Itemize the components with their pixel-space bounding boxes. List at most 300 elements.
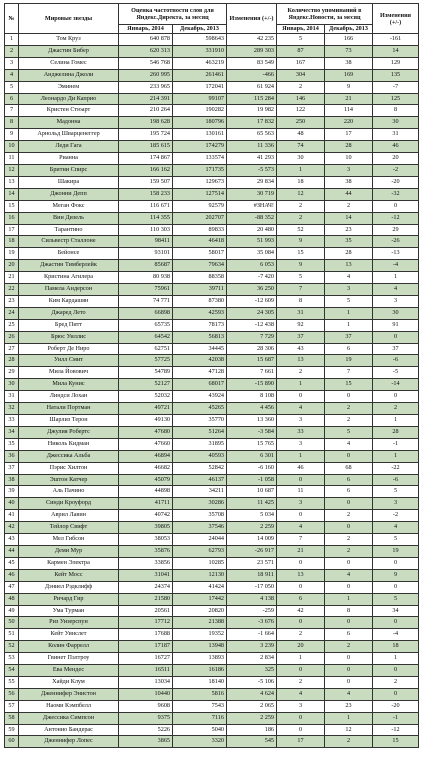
direct-dec-2013-cell: 35708 [173, 510, 227, 522]
direct-change-cell: 15 687 [227, 355, 277, 367]
news-jan-2014-cell: 13 [277, 355, 325, 367]
row-number-cell: 16 [5, 212, 19, 224]
table-row [5, 498, 419, 510]
celebrity-name-cell: Тейлор Свифт [19, 522, 119, 534]
news-change-cell: 135 [373, 69, 419, 81]
row-number-cell: 56 [5, 688, 19, 700]
direct-jan-2014-cell: 116 671 [119, 200, 173, 212]
news-change-cell: -5 [373, 367, 419, 379]
table-row [5, 724, 419, 736]
news-change-cell: 0 [373, 617, 419, 629]
table-row [5, 379, 419, 391]
news-change-cell: 30 [373, 307, 419, 319]
direct-jan-2014-cell: 166 162 [119, 164, 173, 176]
row-number-cell: 6 [5, 93, 19, 105]
news-dec-2013-cell: 2 [325, 641, 373, 653]
row-number-cell: 28 [5, 355, 19, 367]
row-number-cell: 42 [5, 522, 19, 534]
news-jan-2014-cell: 167 [277, 57, 325, 69]
news-jan-2014-cell: 0 [277, 724, 325, 736]
news-dec-2013-cell: 23 [325, 224, 373, 236]
news-jan-2014-cell: 48 [277, 129, 325, 141]
news-dec-2013-cell: 38 [325, 57, 373, 69]
news-change-cell: 9 [373, 569, 419, 581]
celebrity-name-cell: Уилл Смит [19, 355, 119, 367]
row-number-cell: 41 [5, 510, 19, 522]
direct-jan-2014-cell: 9375 [119, 712, 173, 724]
news-dec-2013-cell: 2 [325, 534, 373, 546]
news-change-cell: -22 [373, 462, 419, 474]
celebrity-name-cell: Аль Пачино [19, 486, 119, 498]
celebrity-name-cell: Синди Кроуфорд [19, 498, 119, 510]
row-number-cell: 52 [5, 641, 19, 653]
direct-jan-2014-cell: 16727 [119, 653, 173, 665]
table-row [5, 343, 419, 355]
direct-change-cell: 289 303 [227, 45, 277, 57]
direct-change-cell: 4 456 [227, 403, 277, 415]
celebrity-name-cell: Риз Уизерспун [19, 617, 119, 629]
celebrity-name-cell: Ума Турман [19, 605, 119, 617]
direct-dec-2013-cell: 133574 [173, 153, 227, 165]
direct-jan-2014-cell: 9608 [119, 700, 173, 712]
table-row [5, 545, 419, 557]
news-jan-2014-cell: 31 [277, 307, 325, 319]
table-row [5, 260, 419, 272]
direct-jan-2014-cell: 40742 [119, 510, 173, 522]
col-header-change-1: Изменения (+/-) [227, 4, 277, 34]
direct-change-cell: 2 259 [227, 522, 277, 534]
direct-change-cell: 2 259 [227, 712, 277, 724]
direct-dec-2013-cell: 202707 [173, 212, 227, 224]
direct-change-cell: 7 729 [227, 331, 277, 343]
direct-dec-2013-cell: 34445 [173, 343, 227, 355]
direct-jan-2014-cell: 80 938 [119, 272, 173, 284]
news-change-cell: 37 [373, 343, 419, 355]
direct-jan-2014-cell: 17712 [119, 617, 173, 629]
direct-dec-2013-cell: 172041 [173, 81, 227, 93]
table-row [5, 641, 419, 653]
direct-dec-2013-cell: 88358 [173, 272, 227, 284]
news-dec-2013-cell: 0 [325, 391, 373, 403]
direct-dec-2013-cell: 39711 [173, 284, 227, 296]
news-jan-2014-cell: 0 [277, 665, 325, 677]
direct-change-cell: 36 250 [227, 284, 277, 296]
news-jan-2014-cell: 33 [277, 426, 325, 438]
celebrity-name-cell: Мел Гибсон [19, 534, 119, 546]
direct-jan-2014-cell: 16511 [119, 665, 173, 677]
news-change-cell: -1 [373, 438, 419, 450]
news-dec-2013-cell: 2 [325, 545, 373, 557]
news-jan-2014-cell: 52 [277, 224, 325, 236]
news-change-cell: 15 [373, 736, 419, 748]
news-dec-2013-cell: 2 [325, 415, 373, 427]
table-row [5, 319, 419, 331]
direct-jan-2014-cell: 620 313 [119, 45, 173, 57]
direct-change-cell: 65 563 [227, 129, 277, 141]
direct-dec-2013-cell: 42038 [173, 355, 227, 367]
direct-change-cell: 2 065 [227, 700, 277, 712]
celebrity-stats-table [4, 3, 419, 748]
direct-dec-2013-cell: 46137 [173, 474, 227, 486]
news-jan-2014-cell: 1 [277, 379, 325, 391]
news-change-cell: -161 [373, 34, 419, 46]
table-row [5, 617, 419, 629]
direct-dec-2013-cell: 130161 [173, 129, 227, 141]
row-number-cell: 19 [5, 248, 19, 260]
table-row [5, 403, 419, 415]
celebrity-name-cell: Ева Мендес [19, 665, 119, 677]
news-dec-2013-cell: 68 [325, 462, 373, 474]
news-dec-2013-cell: 1 [325, 712, 373, 724]
direct-dec-2013-cell: 40593 [173, 450, 227, 462]
news-jan-2014-cell: 2 [277, 367, 325, 379]
table-row [5, 272, 419, 284]
news-dec-2013-cell: 8 [325, 605, 373, 617]
direct-change-cell: 17 832 [227, 117, 277, 129]
table-row [5, 188, 419, 200]
direct-jan-2014-cell: 21580 [119, 593, 173, 605]
direct-jan-2014-cell: 185 615 [119, 141, 173, 153]
direct-change-cell: -12 438 [227, 319, 277, 331]
direct-jan-2014-cell: 233 965 [119, 81, 173, 93]
table-row [5, 462, 419, 474]
celebrity-name-cell: Сильвестр Сталлоне [19, 236, 119, 248]
news-jan-2014-cell: 0 [277, 510, 325, 522]
direct-dec-2013-cell: 43924 [173, 391, 227, 403]
news-jan-2014-cell: 2 [277, 212, 325, 224]
direct-dec-2013-cell: 79634 [173, 260, 227, 272]
table-row [5, 93, 419, 105]
celebrity-name-cell: Арнольд Шварценеггер [19, 129, 119, 141]
celebrity-name-cell: Джулия Робертс [19, 426, 119, 438]
news-change-cell: 5 [373, 593, 419, 605]
row-number-cell: 24 [5, 307, 19, 319]
direct-jan-2014-cell: 66898 [119, 307, 173, 319]
table-row [5, 45, 419, 57]
table-row [5, 236, 419, 248]
celebrity-name-cell: Рианна [19, 153, 119, 165]
direct-jan-2014-cell: 38053 [119, 534, 173, 546]
table-row [5, 593, 419, 605]
celebrity-name-cell: Мадонна [19, 117, 119, 129]
row-number-cell: 8 [5, 117, 19, 129]
table-row [5, 367, 419, 379]
direct-dec-2013-cell: 331910 [173, 45, 227, 57]
news-change-cell: 0 [373, 581, 419, 593]
celebrity-name-cell: Хайди Клум [19, 676, 119, 688]
table-row [5, 224, 419, 236]
news-jan-2014-cell: 0 [277, 617, 325, 629]
row-number-cell: 17 [5, 224, 19, 236]
direct-dec-2013-cell: 171735 [173, 164, 227, 176]
news-dec-2013-cell: 44 [325, 188, 373, 200]
row-number-cell: 46 [5, 569, 19, 581]
news-dec-2013-cell: 14 [325, 212, 373, 224]
row-number-cell: 29 [5, 367, 19, 379]
news-change-cell: -6 [373, 474, 419, 486]
direct-jan-2014-cell: 41711 [119, 498, 173, 510]
direct-dec-2013-cell: 129673 [173, 176, 227, 188]
direct-change-cell: 41 293 [227, 153, 277, 165]
direct-jan-2014-cell: 159 507 [119, 176, 173, 188]
row-number-cell: 10 [5, 141, 19, 153]
row-number-cell: 18 [5, 236, 19, 248]
direct-change-cell: #ЗНАЧ! [227, 200, 277, 212]
news-change-cell: 125 [373, 93, 419, 105]
direct-change-cell: -15 890 [227, 379, 277, 391]
row-number-cell: 48 [5, 593, 19, 605]
direct-jan-2014-cell: 195 724 [119, 129, 173, 141]
direct-dec-2013-cell: 58017 [173, 248, 227, 260]
news-change-cell: -14 [373, 379, 419, 391]
direct-dec-2013-cell: 127514 [173, 188, 227, 200]
news-change-cell: 1 [373, 450, 419, 462]
direct-jan-2014-cell: 44898 [119, 486, 173, 498]
direct-change-cell: 30 719 [227, 188, 277, 200]
direct-change-cell: -1 664 [227, 629, 277, 641]
direct-dec-2013-cell: 35770 [173, 415, 227, 427]
news-jan-2014-cell: 21 [277, 545, 325, 557]
news-jan-2014-cell: 37 [277, 331, 325, 343]
news-change-cell: 3 [373, 498, 419, 510]
news-jan-2014-cell: 2 [277, 629, 325, 641]
table-row [5, 486, 419, 498]
row-number-cell: 45 [5, 557, 19, 569]
direct-change-cell: 11 425 [227, 498, 277, 510]
celebrity-name-cell: Ким Кардашян [19, 295, 119, 307]
direct-jan-2014-cell: 49130 [119, 415, 173, 427]
direct-dec-2013-cell: 261461 [173, 69, 227, 81]
direct-jan-2014-cell: 75961 [119, 284, 173, 296]
table-row [5, 736, 419, 748]
news-dec-2013-cell: 10 [325, 153, 373, 165]
direct-change-cell: 15 765 [227, 438, 277, 450]
col-header-yandex-news: Количество упоминаний в Яндекс.Новости, за месяц [277, 4, 373, 25]
direct-dec-2013-cell: 21388 [173, 617, 227, 629]
news-dec-2013-cell: 0 [325, 617, 373, 629]
direct-change-cell: -26 917 [227, 545, 277, 557]
direct-change-cell: -3 676 [227, 617, 277, 629]
row-number-cell: 20 [5, 260, 19, 272]
direct-change-cell: 545 [227, 736, 277, 748]
col-header-change-2: Изменения (+/-) [373, 4, 419, 34]
news-dec-2013-cell: 220 [325, 117, 373, 129]
news-jan-2014-cell: 0 [277, 712, 325, 724]
news-change-cell: 46 [373, 141, 419, 153]
col-header-name: Мировые звезды [19, 4, 119, 34]
direct-dec-2013-cell: 45265 [173, 403, 227, 415]
news-dec-2013-cell: 23 [325, 700, 373, 712]
news-dec-2013-cell: 7 [325, 367, 373, 379]
news-change-cell: 8 [373, 105, 419, 117]
row-number-cell: 53 [5, 653, 19, 665]
celebrity-name-cell: Эминем [19, 81, 119, 93]
row-number-cell: 1 [5, 34, 19, 46]
direct-change-cell: 5 034 [227, 510, 277, 522]
table-row [5, 605, 419, 617]
news-jan-2014-cell: 17 [277, 736, 325, 748]
news-dec-2013-cell: 3 [325, 164, 373, 176]
news-jan-2014-cell: 3 [277, 415, 325, 427]
direct-change-cell: 186 [227, 724, 277, 736]
direct-change-cell: 10 687 [227, 486, 277, 498]
direct-dec-2013-cell: 31895 [173, 438, 227, 450]
table-row [5, 164, 419, 176]
news-jan-2014-cell: 8 [277, 295, 325, 307]
news-dec-2013-cell: 6 [325, 486, 373, 498]
row-number-cell: 34 [5, 426, 19, 438]
news-jan-2014-cell: 87 [277, 45, 325, 57]
direct-change-cell: 42 235 [227, 34, 277, 46]
news-change-cell: -2 [373, 510, 419, 522]
direct-change-cell: 11 336 [227, 141, 277, 153]
row-number-cell: 5 [5, 81, 19, 93]
direct-jan-2014-cell: 46682 [119, 462, 173, 474]
news-dec-2013-cell: 0 [325, 676, 373, 688]
direct-change-cell: -466 [227, 69, 277, 81]
news-change-cell: 1 [373, 415, 419, 427]
direct-change-cell: -1 058 [227, 474, 277, 486]
table-row [5, 295, 419, 307]
direct-jan-2014-cell: 62751 [119, 343, 173, 355]
news-dec-2013-cell: 37 [325, 331, 373, 343]
direct-jan-2014-cell: 198 628 [119, 117, 173, 129]
direct-change-cell: 23 571 [227, 557, 277, 569]
news-jan-2014-cell: 0 [277, 474, 325, 486]
celebrity-name-cell: Дженнифер Энистон [19, 688, 119, 700]
table-row [5, 331, 419, 343]
news-dec-2013-cell: 2 [325, 403, 373, 415]
news-dec-2013-cell: 1 [325, 593, 373, 605]
celebrity-name-cell: Роберт Де Ниро [19, 343, 119, 355]
news-dec-2013-cell: 5 [325, 295, 373, 307]
direct-jan-2014-cell: 174 867 [119, 153, 173, 165]
direct-change-cell: 8 108 [227, 391, 277, 403]
direct-dec-2013-cell: 17442 [173, 593, 227, 605]
row-number-cell: 15 [5, 200, 19, 212]
news-change-cell: -12 [373, 212, 419, 224]
news-dec-2013-cell: 21 [325, 93, 373, 105]
table-row [5, 450, 419, 462]
direct-jan-2014-cell: 65735 [119, 319, 173, 331]
celebrity-name-cell: Мила Кунис [19, 379, 119, 391]
direct-dec-2013-cell: 13893 [173, 653, 227, 665]
news-change-cell: -32 [373, 188, 419, 200]
news-jan-2014-cell: 2 [277, 81, 325, 93]
news-jan-2014-cell: 11 [277, 486, 325, 498]
news-dec-2013-cell: 2 [325, 510, 373, 522]
celebrity-name-cell: Ричард Гир [19, 593, 119, 605]
direct-jan-2014-cell: 210 264 [119, 105, 173, 117]
direct-dec-2013-cell: 10285 [173, 557, 227, 569]
row-number-cell: 21 [5, 272, 19, 284]
news-jan-2014-cell: 9 [277, 260, 325, 272]
row-number-cell: 50 [5, 617, 19, 629]
news-dec-2013-cell: 38 [325, 176, 373, 188]
table-row [5, 700, 419, 712]
direct-change-cell: 115 284 [227, 93, 277, 105]
direct-dec-2013-cell: 92579 [173, 200, 227, 212]
direct-jan-2014-cell: 49721 [119, 403, 173, 415]
row-number-cell: 57 [5, 700, 19, 712]
news-jan-2014-cell: 6 [277, 593, 325, 605]
celebrity-name-cell: Бритни Спирс [19, 164, 119, 176]
news-change-cell: 5 [373, 534, 419, 546]
direct-change-cell: 29 834 [227, 176, 277, 188]
table-row [5, 129, 419, 141]
celebrity-name-cell: Памела Андерсон [19, 284, 119, 296]
table-row [5, 581, 419, 593]
celebrity-name-cell: Кейт Мосс [19, 569, 119, 581]
direct-jan-2014-cell: 20561 [119, 605, 173, 617]
news-change-cell: -2 [373, 164, 419, 176]
direct-change-cell: -5 573 [227, 164, 277, 176]
news-dec-2013-cell: 35 [325, 236, 373, 248]
news-jan-2014-cell: 122 [277, 105, 325, 117]
direct-jan-2014-cell: 54789 [119, 367, 173, 379]
row-number-cell: 27 [5, 343, 19, 355]
direct-change-cell: 20 480 [227, 224, 277, 236]
direct-change-cell: 61 924 [227, 81, 277, 93]
direct-jan-2014-cell: 47680 [119, 426, 173, 438]
row-number-cell: 9 [5, 129, 19, 141]
news-jan-2014-cell: 18 [277, 176, 325, 188]
direct-jan-2014-cell: 46894 [119, 450, 173, 462]
direct-change-cell: 7 661 [227, 367, 277, 379]
news-change-cell: 5 [373, 486, 419, 498]
news-dec-2013-cell: 4 [325, 688, 373, 700]
news-dec-2013-cell: 13 [325, 260, 373, 272]
row-number-cell: 55 [5, 676, 19, 688]
row-number-cell: 13 [5, 176, 19, 188]
direct-jan-2014-cell: 640 878 [119, 34, 173, 46]
news-dec-2013-cell: 5 [325, 426, 373, 438]
table-row [5, 248, 419, 260]
news-dec-2013-cell: 12 [325, 724, 373, 736]
celebrity-name-cell: Дэниел Рэдклифф [19, 581, 119, 593]
news-dec-2013-cell: 28 [325, 248, 373, 260]
row-number-cell: 35 [5, 438, 19, 450]
news-change-cell: 20 [373, 153, 419, 165]
news-change-cell: 3 [373, 295, 419, 307]
celebrity-name-cell: Пэрис Хилтон [19, 462, 119, 474]
direct-change-cell: 28 306 [227, 343, 277, 355]
news-dec-2013-cell: 9 [325, 81, 373, 93]
news-jan-2014-cell: 43 [277, 343, 325, 355]
celebrity-name-cell: Анджелина Джоли [19, 69, 119, 81]
direct-change-cell: -88 352 [227, 212, 277, 224]
row-number-cell: 23 [5, 295, 19, 307]
news-jan-2014-cell: 1 [277, 653, 325, 665]
direct-dec-2013-cell: 463219 [173, 57, 227, 69]
news-dec-2013-cell: 114 [325, 105, 373, 117]
celebrity-name-cell: Наоми Кэмпбелл [19, 700, 119, 712]
row-number-cell: 36 [5, 450, 19, 462]
direct-jan-2014-cell: 98411 [119, 236, 173, 248]
celebrity-name-cell: Джаред Лето [19, 307, 119, 319]
col-header-dec-2013-news: Декабрь, 2013 [325, 25, 373, 34]
row-number-cell: 12 [5, 164, 19, 176]
celebrity-name-cell: Шакира [19, 176, 119, 188]
news-change-cell: -7 [373, 81, 419, 93]
row-number-cell: 2 [5, 45, 19, 57]
news-dec-2013-cell: 0 [325, 653, 373, 665]
celebrity-name-cell: Натали Портман [19, 403, 119, 415]
direct-change-cell: 325 [227, 665, 277, 677]
table-row [5, 200, 419, 212]
direct-change-cell: -17 050 [227, 581, 277, 593]
direct-dec-2013-cell: 46418 [173, 236, 227, 248]
